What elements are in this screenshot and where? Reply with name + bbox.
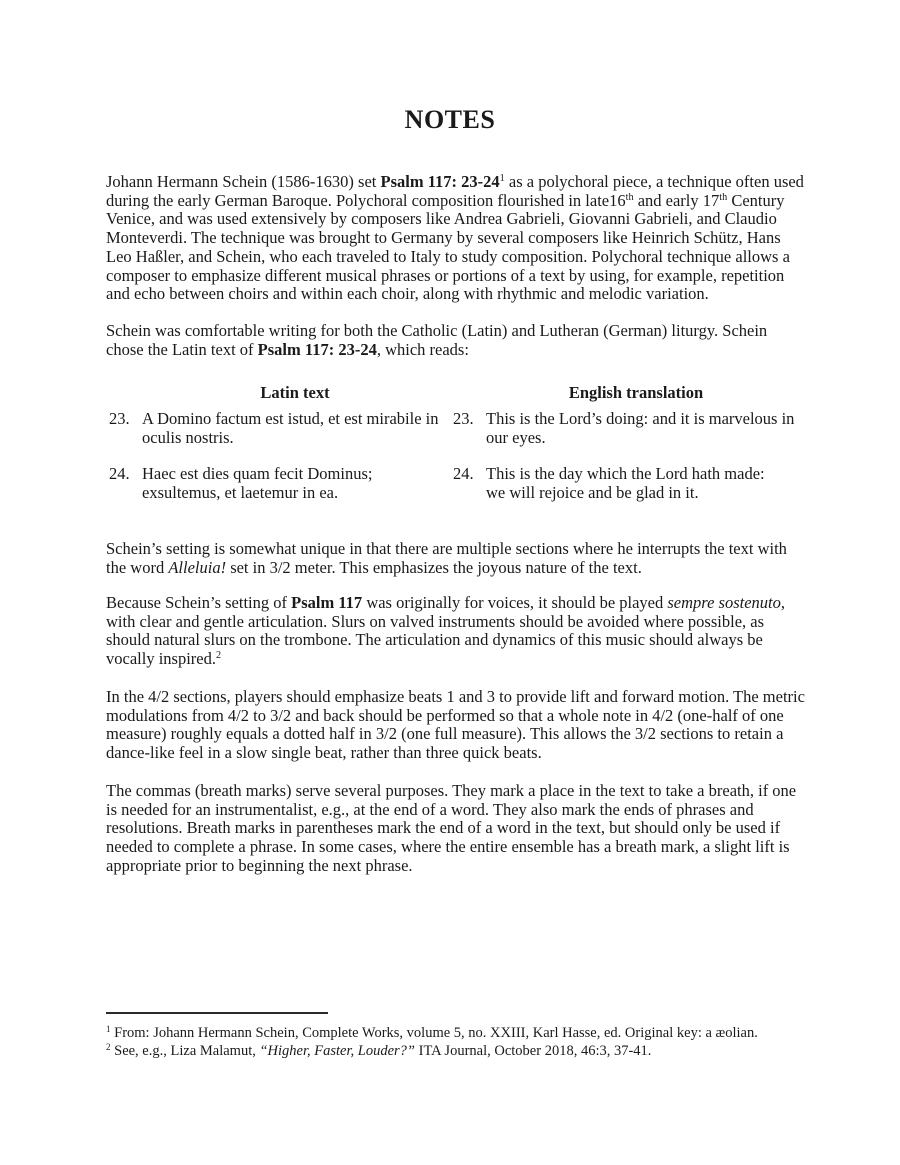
verse-line: This is the day which the Lord hath made:: [486, 464, 765, 483]
text-run: The commas (breath marks) serve several purposes. They mark a place in the text to take a breath, if one is needed for an instrumentalist, e.g., at the end of a word. They also mark the ends of phrases and resolutions. Breath marks in parentheses mark the end of a word in the text, but should only be used if needed to complete a phrase. In some cases, where the entire ensemble has a breath mark, a slight lift is appropriate prior to beginning the next phrase.: [106, 781, 797, 875]
paragraph-alleluia: [106, 540, 806, 577]
text-run: , which reads:: [376, 339, 469, 359]
text-run: See, e.g., Liza Malamut,: [110, 1043, 260, 1059]
verse-column-headers: [0, 384, 900, 404]
page-title: NOTES: [404, 105, 496, 134]
verse-text: [486, 465, 803, 502]
paragraph-breath-marks: [106, 782, 806, 876]
ordinal-superscript: th: [719, 192, 728, 204]
footnote-separator: [106, 1012, 328, 1014]
paragraph-articulation: [106, 594, 806, 669]
text-run: In the 4/2 sections, players should emphasize beats 1 and 3 to provide lift and forward motion. The metric modulations from 4/2 to 3/2 and back should be performed so that a whole note in 4/2 (one-half of one measure) roughly equals a dotted half in 3/2 (one full measure). This allows the 3/2 sections to retain a dance-like feel in a slow single beat, rather than three quick beats.: [106, 687, 805, 763]
footnote-marker-2: 2: [215, 650, 222, 662]
text-run: as a polychoral piece, a technique often used during the early German Baroque. Polychoral composition flourished in late16: [106, 172, 804, 210]
paragraph-liturgy: [106, 322, 806, 359]
psalm-reference-bold: Psalm 117: 23-24: [380, 172, 500, 191]
footnote-2: [106, 1042, 806, 1060]
text-run: was originally for voices, it should be played: [362, 593, 668, 612]
paragraph-meter: [106, 688, 806, 763]
verse-text: [142, 465, 451, 502]
text-run: Because Schein’s setting of: [106, 593, 292, 612]
text-run: From: Johann Hermann Schein, Complete Works, volume 5, no. XXIII, Karl Hasse, ed. Original key: a æolian.: [110, 1025, 758, 1041]
verse-number: 24.: [109, 464, 130, 483]
verse-text: [486, 410, 803, 447]
text-run: ITA Journal, October 2018, 46:3, 37-41.: [414, 1043, 652, 1059]
verse-line: oculis nostris.: [142, 427, 234, 447]
text-run: Century Venice, and was used extensively by composers like Andrea Gabrieli, Giovanni Gabrieli, and Claudio Monteverdi. The technique was brought to Germany by several composers like Heinrich Schütz, Hans Leo Haßler, and Schein, who each traveled to Italy to study composition. Polychoral technique allows a composer to emphasize different musical phrases or portions of a text by using, for example, repetition and echo between choirs and within each choir, along with rhythmic and melodic variation.: [106, 190, 790, 304]
footnote-marker-1: 1: [499, 173, 505, 185]
ordinal-superscript: th: [625, 192, 634, 204]
verse-line: A Domino factum est istud, et est mirabile in: [142, 409, 439, 428]
latin-verse-24: [109, 465, 451, 502]
paragraph-polychoral-intro: [106, 173, 806, 304]
psalm-reference-bold: Psalm 117: 23-24: [257, 339, 377, 359]
footnote-number: 1: [106, 1024, 111, 1035]
article-title-italic: “Higher, Faster, Louder?”: [259, 1043, 415, 1059]
verse-line: our eyes.: [486, 427, 546, 447]
text-run: and early 17: [633, 190, 720, 210]
alleluia-italic: Alleluia!: [168, 557, 227, 577]
text-run: Schein was comfortable writing for both the Catholic (Latin) and Lutheran (German) liturgy. Schein chose the Latin text of: [106, 321, 768, 359]
verse-line: we will rejoice and be glad in it.: [486, 482, 699, 502]
latin-verse-23: [109, 410, 451, 447]
english-translation-header: English translation: [568, 383, 704, 402]
footnote-number: 2: [106, 1042, 111, 1053]
verse-number: 23.: [453, 409, 474, 428]
text-run: Schein’s setting is somewhat unique in that there are multiple sections where he interrupts the text with the word: [106, 539, 787, 577]
sempre-sostenuto-italic: sempre sostenuto: [667, 593, 781, 612]
verse-line: Haec est dies quam fecit Dominus;: [142, 464, 373, 483]
verse-line: This is the Lord’s doing: and it is marvelous in: [486, 409, 795, 428]
verse-line: exsultemus, et laetemur in ea.: [142, 482, 339, 502]
verse-number: 23.: [109, 409, 130, 428]
text-run: , with clear and gentle articulation. Slurs on valved instruments should be avoided where possible, as should natural slurs on the trombone. The articulation and dynamics of this music should always be vocally inspired.: [106, 593, 786, 669]
psalm-reference-bold: Psalm 117: [291, 593, 363, 612]
footnote-1: [106, 1024, 806, 1042]
verse-number: 24.: [453, 464, 474, 483]
footnotes-section: [106, 1024, 806, 1060]
latin-text-header: Latin text: [260, 383, 330, 402]
text-run: Johann Hermann Schein (1586-1630) set: [106, 172, 381, 191]
english-verse-24: [453, 465, 803, 502]
verse-text: [142, 410, 451, 447]
english-verse-23: [453, 410, 803, 447]
text-run: set in 3/2 meter. This emphasizes the joyous nature of the text.: [226, 557, 642, 577]
